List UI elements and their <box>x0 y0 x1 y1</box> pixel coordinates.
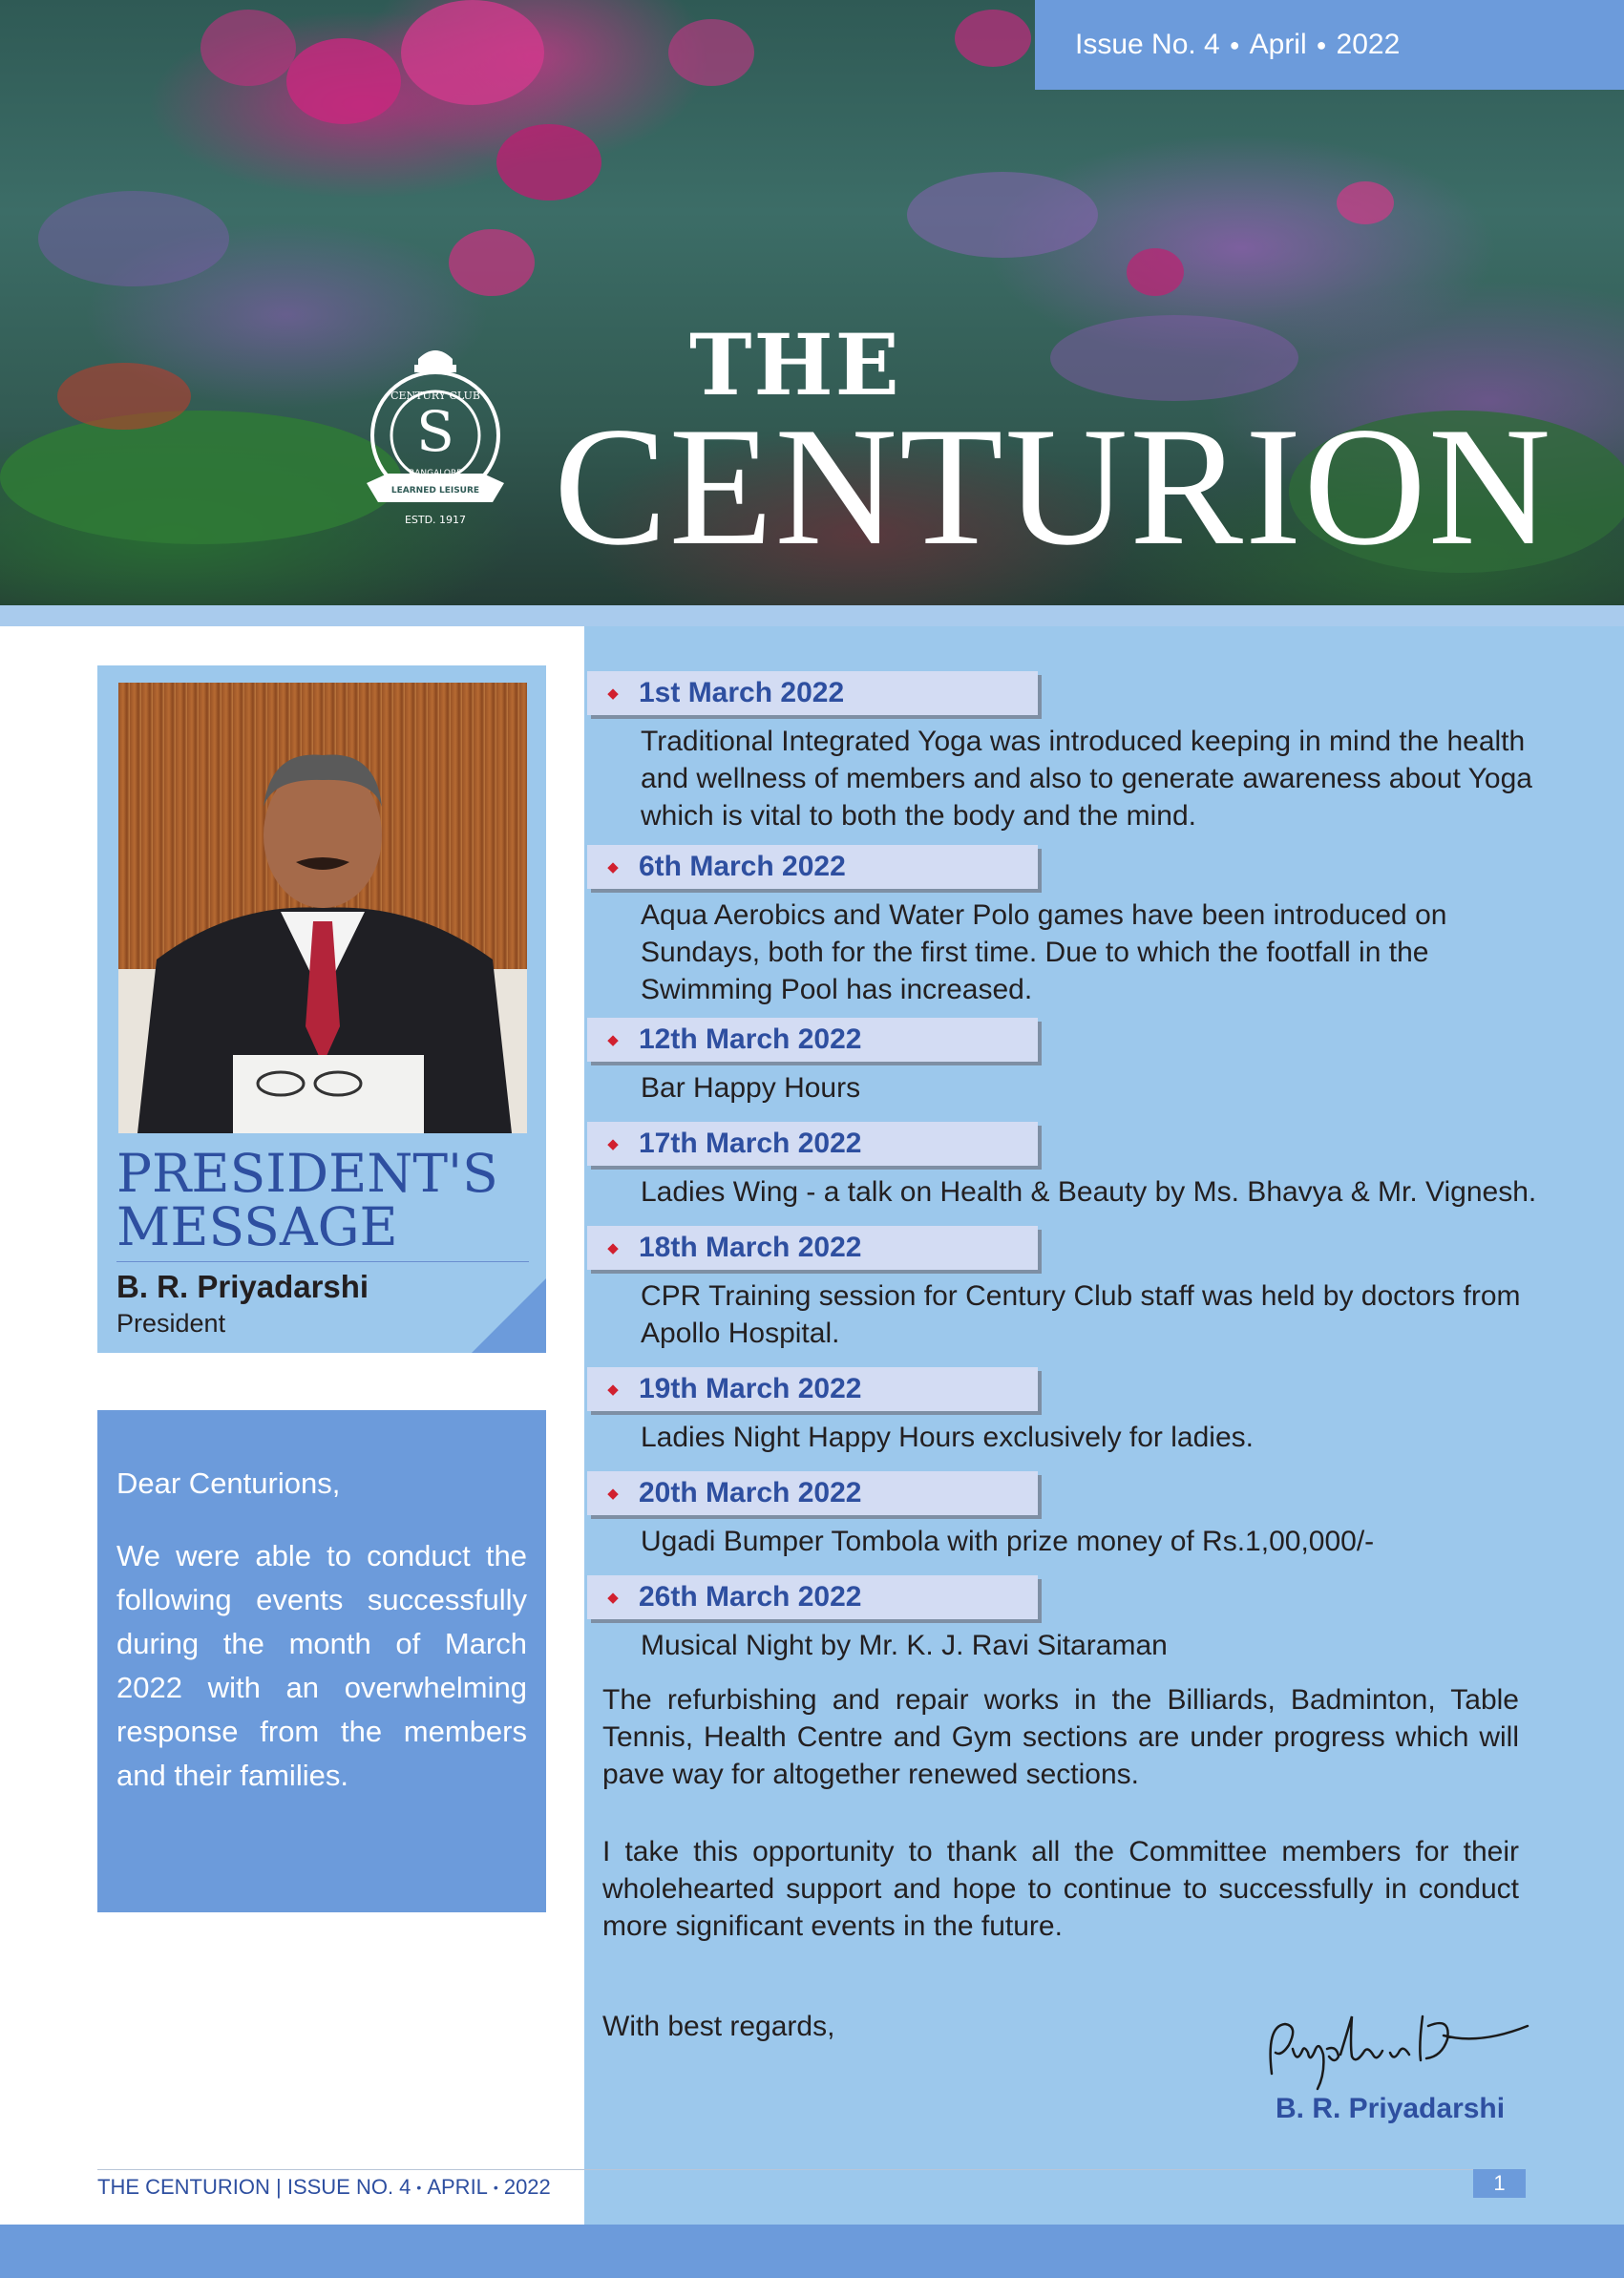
event-item <box>587 1018 1542 1122</box>
event-date-tab <box>587 1018 1038 1062</box>
page-number: 1 <box>1473 2169 1526 2198</box>
event-description: Ladies Wing - a talk on Health & Beauty by Ms. Bhavya & Mr. Vignesh. <box>641 1176 1537 1208</box>
event-description: CPR Training session for Century Club staff was held by doctors from Apollo Hospital. <box>641 1280 1521 1349</box>
bullet-diamond-icon: ◆ <box>607 686 619 702</box>
event-date: 18th March 2022 <box>639 1232 862 1263</box>
bullet-diamond-icon: ◆ <box>607 1240 619 1256</box>
event-description: Musical Night by Mr. K. J. Ravi Sitaraman <box>641 1630 1168 1661</box>
footer-separator: • <box>493 2180 498 2195</box>
event-date-tab <box>587 671 1038 715</box>
bottom-strip <box>0 2225 1624 2278</box>
events-list <box>587 671 1542 1673</box>
intro-paragraph: We were able to conduct the following events successfully during the month of March 2022 with an overwhelming response from the members and their families. <box>116 1539 527 1792</box>
handwritten-signature-icon <box>1260 2007 1537 2093</box>
bullet-diamond-icon: ◆ <box>607 1486 619 1502</box>
event-date: 12th March 2022 <box>639 1023 862 1055</box>
bullet-diamond-icon: ◆ <box>607 1032 619 1048</box>
bullet-diamond-icon: ◆ <box>607 859 619 875</box>
event-item <box>587 845 1542 1018</box>
event-description: Bar Happy Hours <box>641 1072 861 1104</box>
divider <box>116 1261 529 1262</box>
footer-separator: • <box>416 2180 422 2195</box>
president-photo <box>118 683 527 1133</box>
event-date: 26th March 2022 <box>639 1581 862 1613</box>
president-role: President <box>116 1309 226 1338</box>
president-portrait-icon <box>118 683 527 1133</box>
message-intro-box <box>97 1410 546 1912</box>
issue-number: Issue No. 4 <box>1075 29 1220 60</box>
heading-line-2: MESSAGE <box>116 1196 398 1257</box>
separator-dot: ● <box>1229 34 1240 54</box>
footer-title: THE CENTURION | ISSUE NO. 4 <box>97 2175 411 2199</box>
event-date-tab <box>587 1226 1038 1270</box>
issue-month: April <box>1249 29 1307 60</box>
bullet-diamond-icon: ◆ <box>607 1590 619 1606</box>
sign-off: With best regards, <box>602 2011 835 2042</box>
signatory-name: B. R. Priyadarshi <box>1276 2093 1506 2124</box>
event-item <box>587 1575 1542 1673</box>
event-item <box>587 1471 1542 1575</box>
presidents-message-heading <box>116 1143 537 1257</box>
emblem-top-text: CENTURY CLUB <box>390 390 480 402</box>
masthead-the: THE <box>689 315 901 414</box>
event-description: Traditional Integrated Yoga was introduced keeping in mind the health and wellness of members and also to generate awareness about Yoga which is vital to both the body and the mind. <box>641 726 1532 832</box>
event-date: 1st March 2022 <box>639 677 845 708</box>
event-date-tab <box>587 845 1038 889</box>
heading-line-1: PRESIDENT'S <box>116 1143 498 1204</box>
event-description: Aqua Aerobics and Water Polo games have been introduced on Sundays, both for the first time. Due to which the footfall in the Swimming Pool has increased. <box>641 899 1447 1005</box>
event-item <box>587 1226 1542 1367</box>
footer-rule <box>97 2169 1526 2170</box>
card-corner-accent <box>472 1278 546 1353</box>
president-name: B. R. Priyadarshi <box>116 1269 369 1304</box>
bullet-diamond-icon: ◆ <box>607 1382 619 1398</box>
century-club-emblem-icon <box>359 340 512 540</box>
greeting: Dear Centurions, <box>116 1466 341 1500</box>
bullet-diamond-icon: ◆ <box>607 1136 619 1152</box>
event-item <box>587 671 1542 845</box>
footer-month: APRIL <box>427 2175 488 2199</box>
footer-year: 2022 <box>503 2175 551 2199</box>
issue-info-bar <box>1035 0 1624 90</box>
emblem-motto-text: LEARNED LEISURE <box>390 486 480 496</box>
event-date: 20th March 2022 <box>639 1477 862 1508</box>
closing-paragraph-1: The refurbishing and repair works in the Billiards, Badminton, Table Tennis, Health Centre and Gym sections are under progress which will pave way for altogether renewed sections. <box>602 1684 1519 1790</box>
event-date-tab <box>587 1367 1038 1411</box>
event-date-tab <box>587 1122 1038 1166</box>
event-date: 19th March 2022 <box>639 1373 862 1404</box>
event-date: 6th March 2022 <box>639 851 846 882</box>
closing-paragraph-2: I take this opportunity to thank all the Committee members for their wholehearted support and hope to continue to successfully in conduct more significant events in the future. <box>602 1836 1519 1942</box>
event-description: Ladies Night Happy Hours exclusively for ladies. <box>641 1422 1254 1453</box>
president-card <box>97 665 546 1353</box>
issue-year: 2022 <box>1336 29 1401 60</box>
event-date-tab <box>587 1471 1038 1515</box>
event-item <box>587 1367 1542 1471</box>
svg-text:S: S <box>416 399 454 464</box>
header-divider-band <box>0 605 1624 626</box>
separator-dot: ● <box>1316 34 1327 54</box>
event-description: Ugadi Bumper Tombola with prize money of Rs.1,00,000/- <box>641 1526 1375 1557</box>
event-date-tab <box>587 1575 1038 1619</box>
header-banner <box>0 0 1624 605</box>
footer-publication <box>97 2175 551 2200</box>
event-date: 17th March 2022 <box>639 1128 862 1159</box>
event-item <box>587 1122 1542 1226</box>
masthead-title: CENTURION <box>554 391 1553 580</box>
emblem-established-text: ESTD. 1917 <box>404 514 467 526</box>
